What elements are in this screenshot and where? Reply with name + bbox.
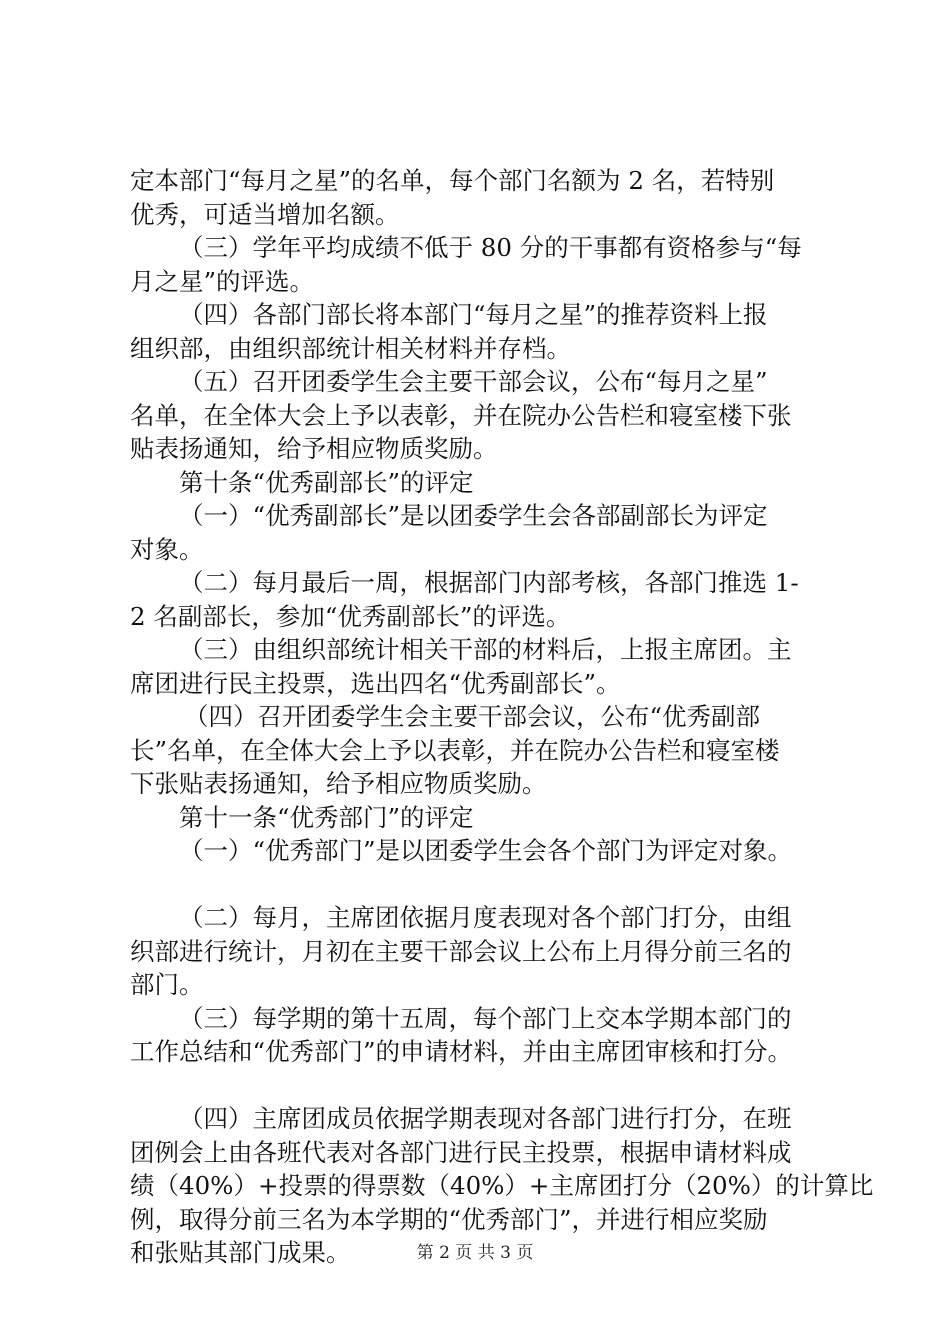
text-line: （二）每月最后一周，根据部门内部考核，各部门推选 1- (179, 568, 799, 597)
text-line: 绩（40%）+投票的得票数（40%）+主席团打分（20%）的计算比 (130, 1171, 874, 1200)
text-line: 对象。 (130, 534, 204, 564)
text-line: 席团进行民主投票，选出四名“优秀副部长”。 (130, 668, 621, 698)
text-line: （四）主席团成员依据学期表现对各部门进行打分，在班 (179, 1104, 792, 1133)
text-line: 长”名单，在全体大会上予以表彰，并在院办公告栏和寝室楼 (130, 735, 780, 765)
text-line: 名单，在全体大会上予以表彰，并在院办公告栏和寝室楼下张 (130, 400, 792, 430)
text-line: 贴表扬通知，给予相应物质奖励。 (130, 434, 498, 463)
text-line: （三）学年平均成绩不低于 80 分的干事都有资格参与“每 (179, 233, 802, 262)
section-heading: 第十条“优秀副部长”的评定 (179, 467, 474, 497)
text-line: （一）“优秀部门”是以团委学生会各个部门为评定对象。 (179, 836, 793, 865)
text-line: 优秀，可适当增加名额。 (130, 199, 400, 229)
text-line: 下张贴表扬通知，给予相应物质奖励。 (130, 769, 547, 798)
text-line: （二）每月，主席团依据月度表现对各个部门打分，由组 (179, 903, 792, 932)
text-line: （三）由组织部统计相关干部的材料后，上报主席团。主 (179, 635, 792, 664)
text-line: 织部进行统计，月初在主要干部会议上公布上月得分前三名的 (130, 936, 792, 966)
text-line: 定本部门“每月之星”的名单，每个部门名额为 2 名，若特别 (130, 166, 775, 195)
text-line: （一）“优秀副部长”是以团委学生会各部副部长为评定 (179, 501, 768, 530)
text-line: （五）召开团委学生会主要干部会议，公布“每月之星” (179, 367, 768, 396)
text-line: 部门。 (130, 970, 204, 999)
document-body (130, 164, 874, 1270)
blank-line (130, 868, 835, 902)
blank-line (130, 1069, 835, 1103)
text-line: 2 名副部长，参加“优秀副部长”的评选。 (130, 601, 571, 631)
text-line: 团例会上由各班代表对各部门进行民主投票，根据申请材料成 (130, 1137, 792, 1167)
section-heading: 第十一条“优秀部门”的评定 (179, 802, 474, 832)
page-footer: 第 2 页 共 3 页 (416, 1243, 534, 1263)
text-line: （三）每学期的第十五周，每个部门上交本学期本部门的 (179, 1003, 792, 1033)
text-line: 月之星”的评选。 (130, 266, 315, 296)
text-line: 和张贴其部门成果。 (130, 1238, 351, 1267)
text-line: （四）各部门部长将本部门“每月之星”的推荐资料上报 (179, 300, 768, 329)
text-line: 例，取得分前三名为本学期的“优秀部门”，并进行相应奖励 (130, 1204, 768, 1234)
text-line: 组织部，由组织部统计相关材料并存档。 (130, 333, 571, 363)
text-line: （四）召开团委学生会主要干部会议，公布“优秀副部 (184, 702, 761, 731)
text-line: 工作总结和“优秀部门”的申请材料，并由主席团审核和打分。 (130, 1037, 793, 1066)
